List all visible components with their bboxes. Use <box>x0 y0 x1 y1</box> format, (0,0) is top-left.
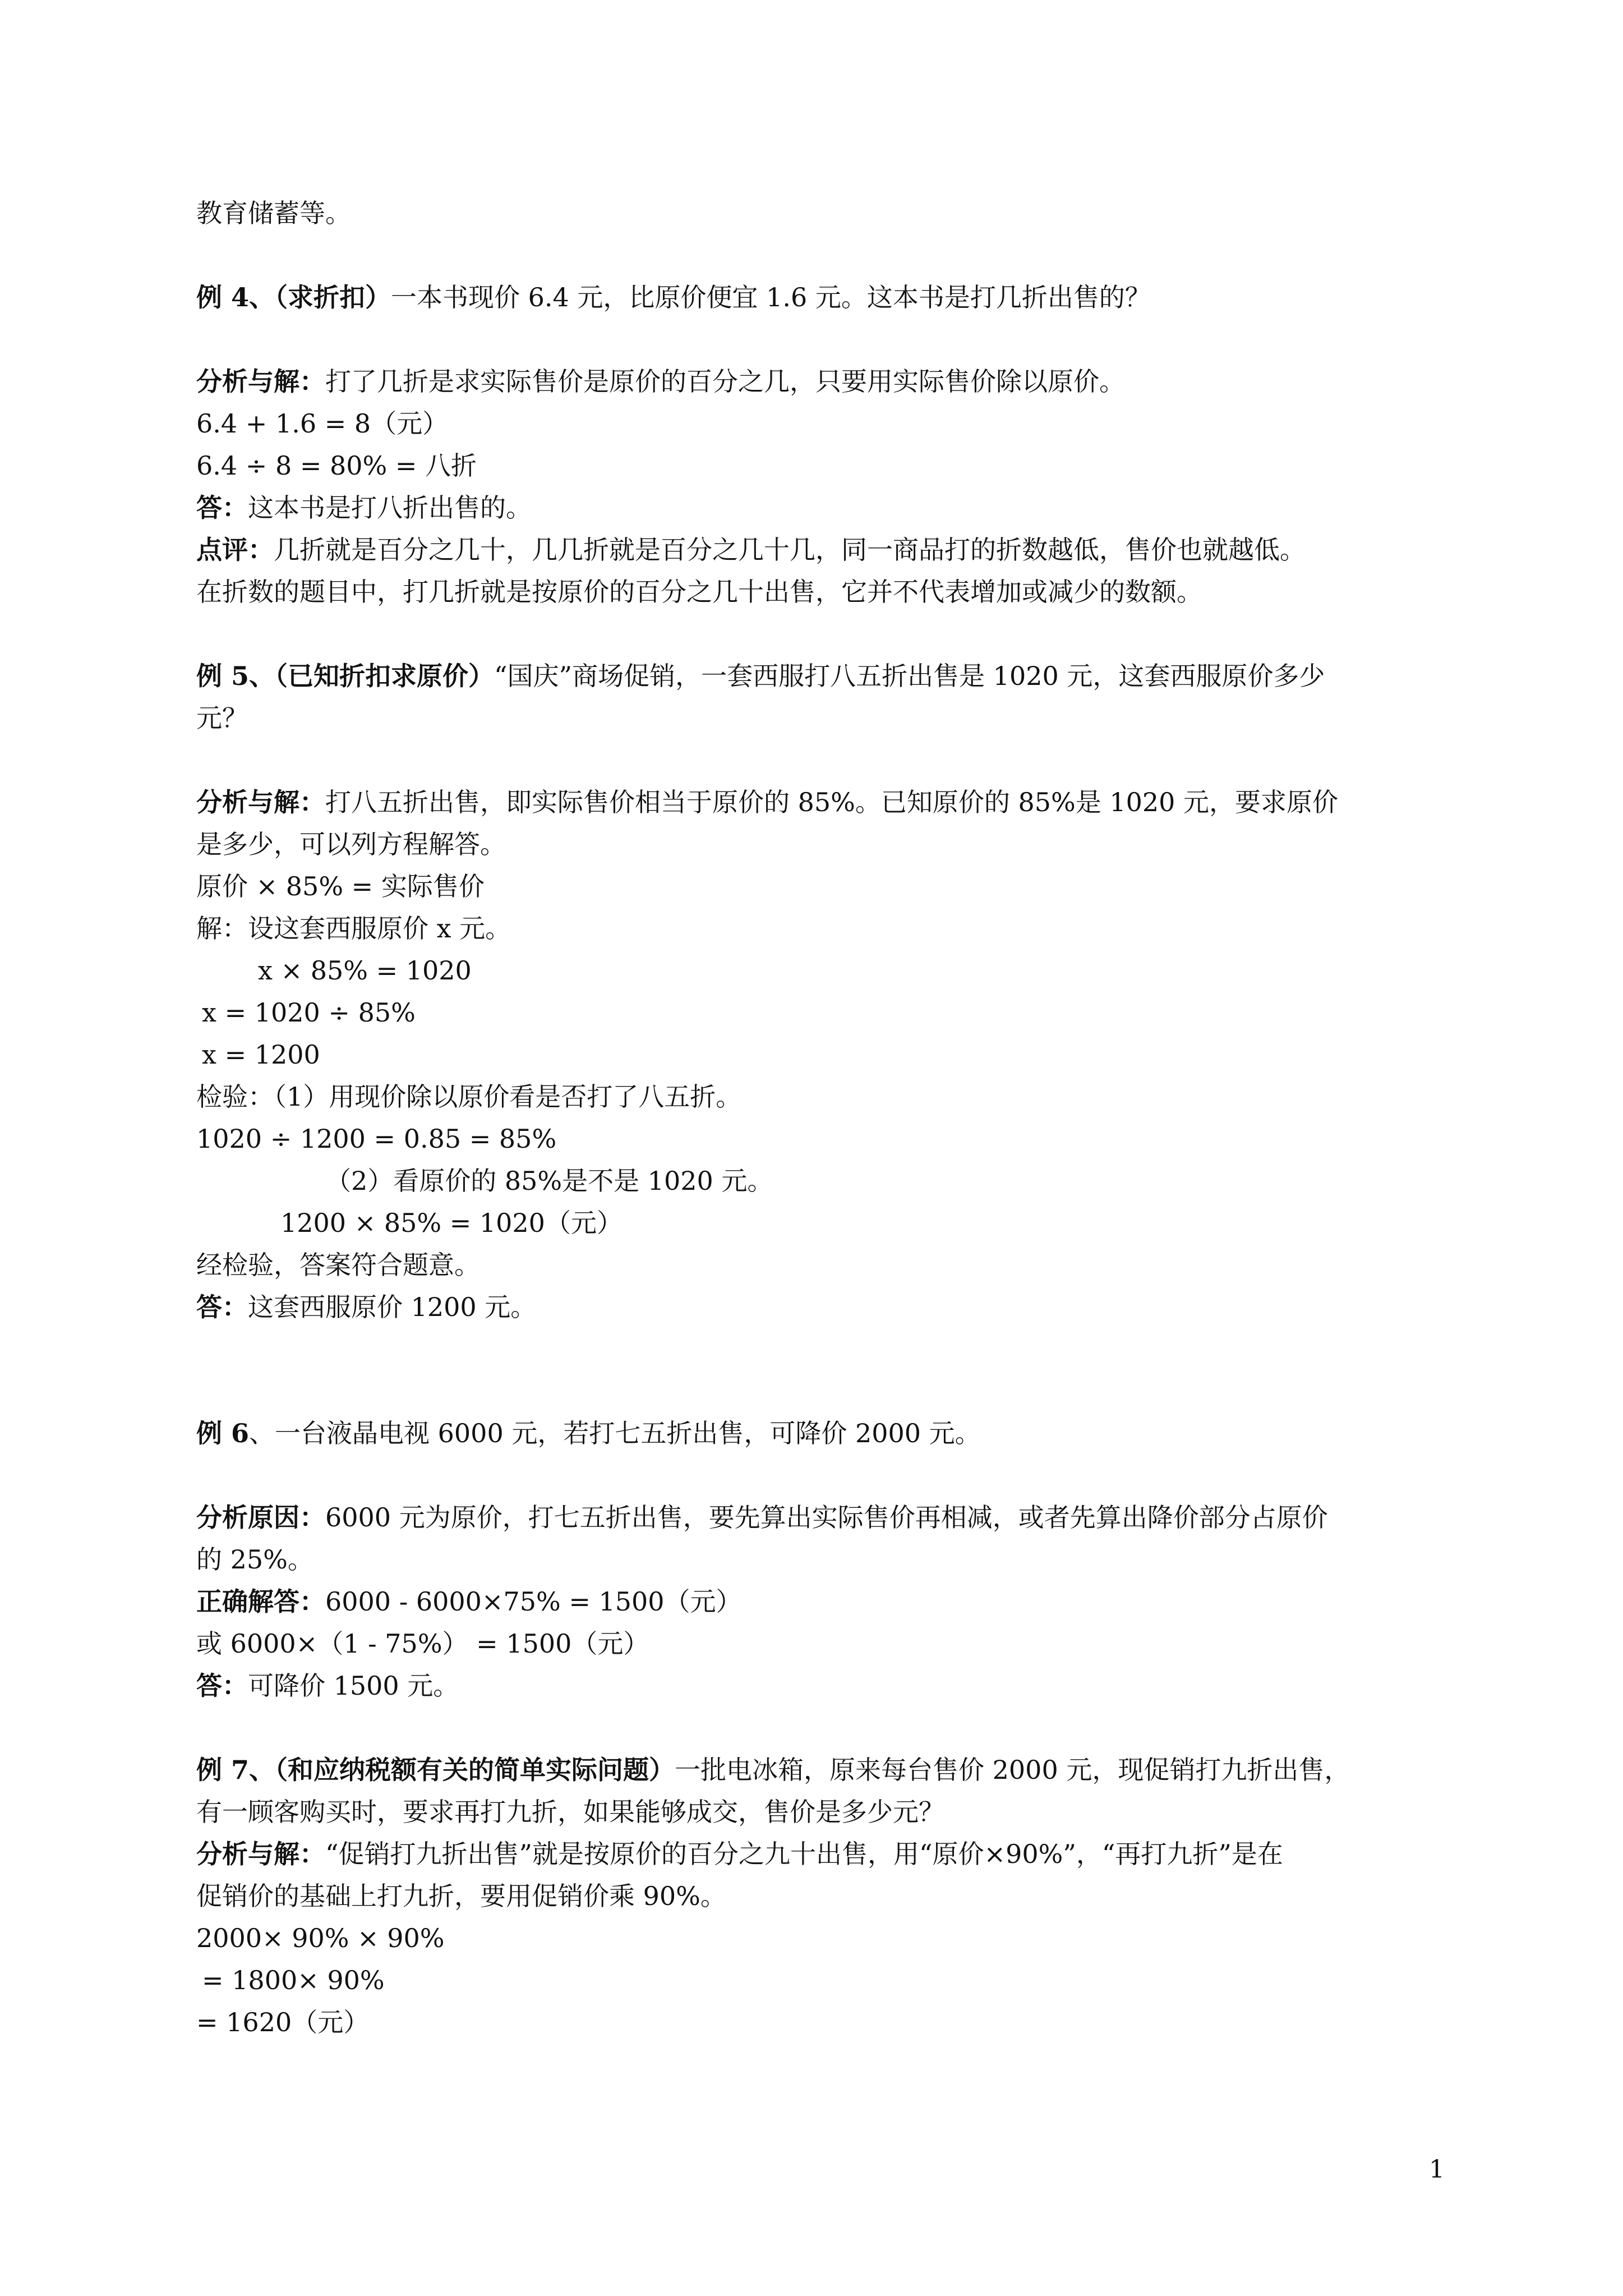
text-line: 促销价的基础上打九折，要用促销价乘 90%。 <box>196 1881 726 1911</box>
equation-line: 6.4 + 1.6 = 8（元） <box>196 408 449 439</box>
text-line: 解：设这套西服原价 x 元。 <box>196 913 511 944</box>
text-line: 分析与解：“促销打九折出售”就是按原价的百分之九十出售，用“原价×90%”，“再打九折”是在 <box>196 1839 1283 1869</box>
text-line: 的 25%。 <box>196 1544 313 1575</box>
equation-line: = 1620（元） <box>196 2007 370 2037</box>
text-line: 有一顾客购买时，要求再打九折，如果能够成交，售价是多少元？ <box>196 1797 944 1827</box>
equation-line: x = 1200 <box>202 1039 320 1070</box>
equation-line: 2000× 90% × 90% <box>196 1923 445 1953</box>
example-7-heading: 例 7、（和应纳税额有关的简单实际问题）一批电冰箱，原来每台售价 2000 元，现促销打九折出售， <box>196 1755 1350 1785</box>
equation-line: = 1800× 90% <box>202 1965 385 1995</box>
example-5-heading: 例 5、（已知折扣求原价）“国庆”商场促销，一套西服打八五折出售是 1020 元，这套西服原价多少 <box>196 661 1325 691</box>
equation-line: x × 85% = 1020 <box>258 955 472 986</box>
answer-line: 答：这本书是打八折出售的。 <box>196 493 532 523</box>
comment-line: 点评：几折就是百分之几十，几几折就是百分之几十几，同一商品打的折数越低，售价也就越低。 <box>196 535 1306 565</box>
equation-line: 1200 × 85% = 1020（元） <box>280 1208 623 1238</box>
example-6-heading: 例 6、一台液晶电视 6000 元，若打七五折出售，可降价 2000 元。 <box>196 1418 981 1448</box>
answer-line: 答：这套西服原价 1200 元。 <box>196 1292 537 1322</box>
equation-line: 原价 × 85% = 实际售价 <box>196 871 485 901</box>
text-line: 分析与解：打八五折出售，即实际售价相当于原价的 85%。已知原价的 85%是 1020 元，要求原价 <box>196 787 1339 817</box>
text-line: 分析原因：6000 元为原价，打七五折出售，要先算出实际售价再相减，或者先算出降价部分占原价 <box>196 1502 1328 1533</box>
text-line: 分析与解：打了几折是求实际售价是原价的百分之几，只要用实际售价除以原价。 <box>196 366 1125 397</box>
solution-line: 正确解答：6000 - 6000×75% = 1500（元） <box>196 1586 742 1617</box>
equation-line: 或 6000×（1 - 75%） = 1500（元） <box>196 1628 649 1659</box>
text-line: 经检验，答案符合题意。 <box>196 1250 480 1280</box>
text-line: （2）看原价的 85%是不是 1020 元。 <box>325 1166 773 1196</box>
example-4-heading: 例 4、（求折扣）一本书现价 6.4 元，比原价便宜 1.6 元。这本书是打几折出售的？ <box>196 282 1151 312</box>
equation-line: 1020 ÷ 1200 = 0.85 = 85% <box>196 1124 557 1154</box>
text-line: 检验：（1）用现价除以原价看是否打了八五折。 <box>196 1082 742 1112</box>
text-line: 教育储蓄等。 <box>196 198 351 228</box>
text-line: 是多少，可以列方程解答。 <box>196 829 506 859</box>
text-line: 元？ <box>196 703 248 733</box>
equation-line: 6.4 ÷ 8 = 80% = 八折 <box>196 450 477 481</box>
answer-line: 答：可降价 1500 元。 <box>196 1671 459 1701</box>
text-line: 在折数的题目中，打几折就是按原价的百分之几十出售，它并不代表增加或减少的数额。 <box>196 577 1202 607</box>
page-number: 1 <box>1429 2155 1445 2184</box>
equation-line: x = 1020 ÷ 85% <box>202 997 416 1028</box>
